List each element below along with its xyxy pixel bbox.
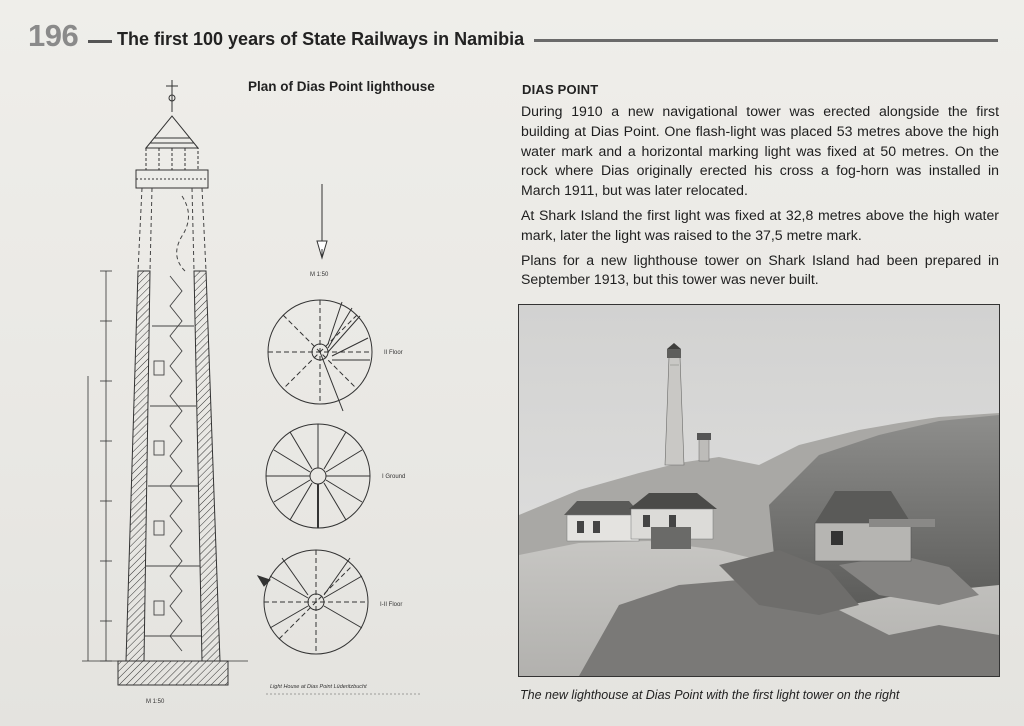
tower-scale-label: M 1:50 (146, 699, 165, 705)
staircase (145, 276, 201, 651)
paragraph: At Shark Island the first light was fixed at 32,8 metres above the high water mark, later the light was raised to the 37,5 metre mark. (521, 206, 999, 243)
plan-label-3: I-II Floor (380, 602, 403, 608)
floor-plan-lower (258, 550, 368, 654)
paragraph: During 1910 a new navigational tower was erected alongside the first building at Dias Point. One flash-light was placed 53 metres above the high water mark and a horizontal marking light was fixed at 50 metres. On the rock where Dias originally erected his cross a fog-horn was installed in March 1911, but was later relocated. (521, 103, 999, 199)
page-number: 196 (28, 18, 79, 53)
plan-label-1: II Floor (384, 350, 403, 356)
header-rule (534, 39, 998, 42)
photo-illustration (519, 305, 999, 676)
north-arrow-icon (317, 184, 327, 258)
section-heading: DIAS POINT (522, 82, 599, 97)
upper-shaft (138, 188, 206, 271)
plan-footnote: Light House at Dias Point Lüderitzbucht (270, 684, 367, 690)
lantern (136, 116, 208, 188)
dimension-lines (82, 271, 248, 661)
paragraph: Plans for a new lighthouse tower on Shark Island had been prepared in September 1913, but this tower was never built. (521, 251, 999, 288)
lighthouse-plan-drawing (70, 76, 450, 706)
tower-walls (118, 271, 228, 685)
first-light-tower (697, 433, 711, 461)
floor-plan-ground (266, 424, 370, 528)
floor-plan-upper (268, 300, 372, 411)
photo-caption: The new lighthouse at Dias Point with the first light tower on the right (520, 688, 900, 702)
article-body (521, 102, 999, 295)
plan-label-2: I Ground (382, 474, 406, 480)
running-title: The first 100 years of State Railways in Namibia (117, 29, 525, 49)
plan-title: Plan of Dias Point lighthouse (248, 79, 435, 94)
header-dash (88, 40, 112, 43)
lighthouse-photo (518, 304, 1000, 677)
plans-scale-label: M 1:50 (310, 272, 329, 278)
lamp-finial (166, 80, 178, 112)
